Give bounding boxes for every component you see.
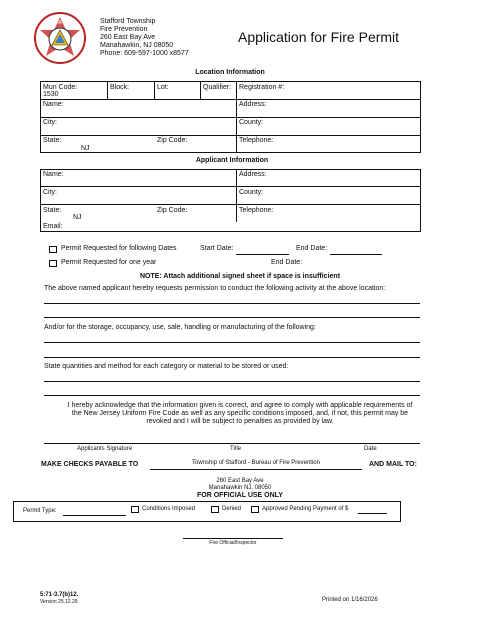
applicant-county-label: County: (239, 189, 264, 196)
location-name-label: Name: (43, 101, 64, 108)
payee-underline (150, 469, 362, 470)
start-date-field[interactable] (236, 254, 289, 255)
location-heading: Location Information (195, 69, 265, 76)
org-city: Manahawkin, NJ 08050 (100, 42, 174, 49)
end-date-label: End Date: (296, 245, 328, 252)
location-state-label: State: (43, 137, 62, 144)
note-text: NOTE: Attach additional signed sheet if space is insufficient (139, 273, 341, 280)
payment-amount-field[interactable] (358, 513, 387, 514)
regulation-code: 5:71-3.7(b)12. (40, 592, 79, 598)
org-dept: Fire Prevention (100, 26, 148, 33)
ack-line-1: I hereby acknowledge that the information given is correct, and agree to comply with applicable requirements of (67, 402, 413, 409)
denied-label: Denied (222, 506, 242, 512)
location-state-value[interactable]: NJ (81, 145, 90, 152)
permit-type-label: Permit Type: (23, 508, 57, 514)
applicant-email-label: Email: (43, 223, 63, 230)
applicant-heading: Applicant Information (195, 157, 269, 164)
version-label: Version 25.12.29 (40, 599, 78, 605)
official-use-heading: FOR OFFICIAL USE ONLY (197, 492, 283, 499)
acknowledgement (20, 402, 460, 426)
lot-label: Lot: (157, 84, 169, 91)
inspector-line[interactable] (183, 538, 283, 539)
org-phone: Phone: 609-597-1000 x8577 (100, 50, 189, 57)
quantities-statement: State quantities and method for each category or material to be stored or used: (44, 363, 289, 370)
storage-line-2[interactable] (44, 357, 420, 358)
conditions-checkbox[interactable] (131, 506, 139, 513)
applicant-state-value[interactable]: NJ (73, 214, 82, 221)
checkbox-dates[interactable] (49, 246, 57, 253)
payee-name: Township of Stafford - Bureau of Fire Prevention (192, 460, 320, 466)
denied-checkbox[interactable] (211, 506, 219, 513)
township-seal (34, 12, 86, 64)
org-block (100, 18, 189, 58)
registration-label: Registration #: (239, 84, 285, 91)
mail-address-2: Manahawkin NJ. 08050 (208, 485, 272, 491)
applicant-state-label: State: (43, 207, 62, 214)
svg-text:STAFFORD: STAFFORD (46, 20, 74, 26)
mail-address-1: 260 East Bay Ave (216, 478, 264, 484)
quantities-line-2[interactable] (44, 395, 420, 396)
approved-label: Approved Pending Payment of $ (262, 506, 349, 512)
title-label: Title (230, 446, 242, 452)
permit-type-field[interactable] (63, 515, 126, 516)
applicant-city-label: City: (43, 189, 57, 196)
start-date-label: Start Date: (200, 245, 234, 252)
applicant-telephone-label: Telephone: (239, 207, 274, 214)
applicant-signature-label: Applicants Signature (77, 446, 133, 452)
svg-text:TOWNSHIP: TOWNSHIP (47, 55, 73, 60)
permit-year-label: Permit Requested for one year (61, 259, 157, 266)
applicant-box (40, 169, 421, 232)
storage-line-1[interactable] (44, 342, 420, 343)
mail-to-label: AND MAIL TO: (369, 461, 417, 468)
qualifier-label: Qualifier: (203, 84, 232, 91)
applicant-name-label: Name: (43, 171, 64, 178)
block-label: Block: (110, 84, 130, 91)
ack-line-2: the New Jersey Uniform Fire Code as well as any specific conditions imposed, and, if not, this permit may be (71, 410, 409, 417)
one-year-end-date-label: End Date: (271, 259, 303, 266)
org-name: Stafford Township (100, 18, 156, 25)
location-county-label: County: (239, 119, 264, 126)
end-date-field[interactable] (330, 254, 382, 255)
location-telephone-label: Telephone: (239, 137, 274, 144)
quantities-line-1[interactable] (44, 381, 420, 382)
applicant-zip-label: Zip Code: (157, 207, 188, 214)
mun-code-value[interactable]: 1530 (43, 91, 59, 98)
request-statement: The above named applicant hereby requests permission to conduct the following activity at the above location: (44, 285, 386, 292)
location-zip-label: Zip Code: (157, 137, 188, 144)
mun-code-label: Mun Code: (43, 84, 78, 91)
conditions-label: Conditions Imposed (142, 506, 196, 512)
activity-line-1[interactable] (44, 303, 420, 304)
activity-line-2[interactable] (44, 317, 420, 318)
permit-dates-label: Permit Requested for following Dates (61, 245, 177, 252)
applicant-address-label: Address: (239, 171, 267, 178)
seal-icon (34, 12, 86, 64)
checks-payable-label: MAKE CHECKS PAYABLE TO (41, 461, 139, 468)
signature-line[interactable] (44, 443, 420, 444)
date-label: Date (364, 446, 377, 452)
approved-checkbox[interactable] (251, 506, 259, 513)
form-title: Application for Fire Permit (238, 29, 400, 45)
inspector-label: Fire Official/Inspector (209, 540, 257, 546)
checkbox-one-year[interactable] (49, 260, 57, 267)
ack-line-3: revoked and I will be subject to penalties as provided by law. (146, 418, 334, 425)
location-city-label: City: (43, 119, 57, 126)
printed-date: Printed on 1/16/2026 (322, 597, 378, 603)
org-street: 260 East Bay Ave (100, 34, 156, 41)
storage-statement: And/or for the storage, occupancy, use, sale, handling or manufacturing of the following: (44, 324, 316, 331)
location-address-label: Address: (239, 101, 267, 108)
